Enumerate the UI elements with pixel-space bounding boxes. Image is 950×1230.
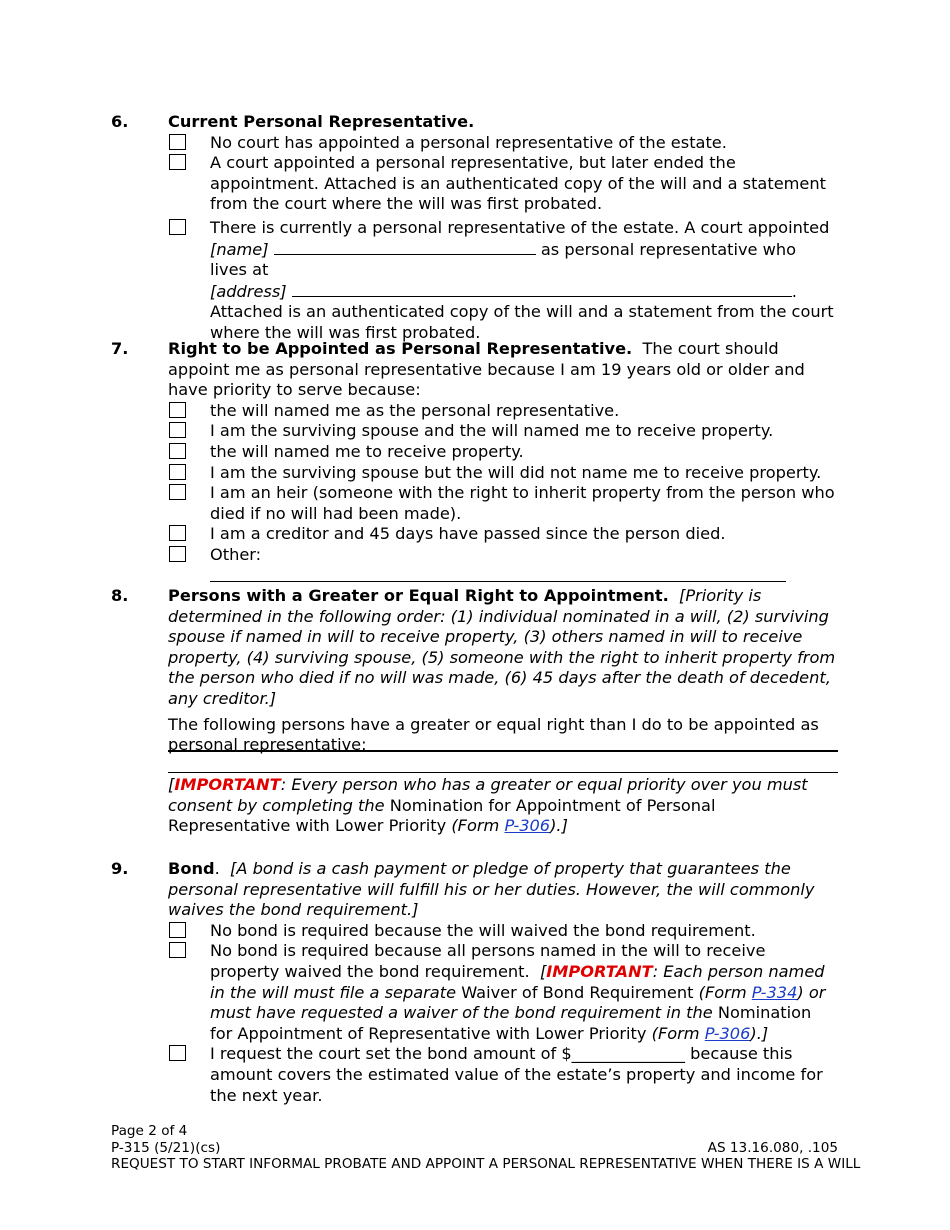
- section-body: [168, 112, 838, 344]
- statute-reference: AS 13.16.080, .105: [707, 1139, 838, 1156]
- form-p334-link[interactable]: P-334: [751, 982, 798, 1002]
- checkbox[interactable]: [169, 219, 186, 235]
- section-intro: Right to be Appointed as Personal Representative. The court should appoint me as personal representative because I am 19 years old or older and have priority to serve because:: [168, 339, 805, 400]
- option-current-representative: There is currently a personal representative of the estate. A court appointed [name] as personal representative who lives at [address] . Attached is an authenticated copy of the will and a statement from the court where the will was first probated.: [168, 218, 838, 344]
- section-title: Current Personal Representative.: [168, 112, 475, 131]
- section-body: [168, 339, 838, 587]
- page-footer: [111, 1123, 861, 1173]
- checkbox[interactable]: [169, 422, 186, 438]
- checkbox[interactable]: [169, 942, 186, 958]
- option-spouse-named: I am the surviving spouse and the will named me to receive property.: [168, 421, 838, 442]
- name-field[interactable]: [274, 239, 536, 255]
- section-body: [168, 859, 838, 1106]
- other-field[interactable]: [210, 566, 786, 582]
- checkbox[interactable]: [169, 464, 186, 480]
- option-creditor: I am a creditor and 45 days have passed since the person died.: [168, 524, 838, 545]
- form-id: P-315 (5/21)(cs): [111, 1139, 221, 1156]
- option-named-pr: the will named me as the personal representative.: [168, 401, 838, 422]
- important-note: [IMPORTANT: Every person who has a greater or equal priority over you must consent by completing the Nomination for Appointment of Personal Representative with Lower Priority (Form P-306).]: [168, 775, 808, 836]
- option-other: Other:: [168, 545, 838, 587]
- section-intro: Bond. [A bond is a cash payment or pledge of property that guarantees the personal representative will fulfill his or her duties. However, the will commonly waives the bond requirement.]: [168, 859, 815, 920]
- option-appointment-ended: A court appointed a personal representative, but later ended the appointment. Attached is an authenticated copy of the will and a statement from the court where the will was first probated.: [168, 153, 838, 215]
- form-p306-link[interactable]: P-306: [704, 1023, 751, 1043]
- form-p306-link[interactable]: P-306: [504, 816, 551, 836]
- option-request-bond-amount: I request the court set the bond amount of $______________ because this amount covers the estimated value of the estate’s property and income for the next year.: [168, 1044, 838, 1106]
- checkbox[interactable]: [169, 484, 186, 500]
- following-persons-text: The following persons have a greater or equal right than I do to be appointed as personal representative:: [168, 714, 819, 755]
- section-number: 8.: [111, 586, 129, 605]
- page-number: Page 2 of 4: [111, 1123, 188, 1139]
- checkbox[interactable]: [169, 443, 186, 459]
- persons-entry-line-1[interactable]: [168, 750, 838, 752]
- option-spouse-not-named: I am the surviving spouse but the will did not name me to receive property.: [168, 463, 838, 484]
- option-will-waived-bond: No bond is required because the will waived the bond requirement.: [168, 921, 838, 942]
- checkbox[interactable]: [169, 154, 186, 170]
- option-heir: I am an heir (someone with the right to inherit property from the person who died if no will had been made).: [168, 483, 838, 524]
- checkbox[interactable]: [169, 546, 186, 562]
- checkbox[interactable]: [169, 134, 186, 150]
- section-intro: Persons with a Greater or Equal Right to Appointment. [Priority is determined in the following order: (1) individual nominated in a will, (2) surviving spouse if named in will to receive property, (3) others named in will to receive property, (4) surviving spouse, (5) someone with the right to inherit property from the person who died if no will was made, (6) 45 days after the death of decedent, any creditor.]: [168, 586, 836, 708]
- option-no-court-appointed: No court has appointed a personal representative of the estate.: [168, 133, 838, 154]
- section-number: 9.: [111, 859, 129, 878]
- address-field[interactable]: [292, 281, 792, 297]
- option-all-waived-bond: No bond is required because all persons named in the will to receive property waived the bond requirement. [IMPORTANT: Each person named in the will must file a separate Waiver of Bond Requirement (Form P-334) or must have requested a waiver of the bond requirement in the Nomination for Appointment of Representative with Lower Priority (Form P-306).]: [168, 941, 838, 1044]
- section-number: 7.: [111, 339, 129, 358]
- footer-row: [111, 1140, 838, 1157]
- persons-entry-line-2[interactable]: [168, 772, 838, 773]
- option-named-receive: the will named me to receive property.: [168, 442, 838, 463]
- section-number: 6.: [111, 112, 129, 131]
- section-body: [168, 586, 838, 756]
- form-title: REQUEST TO START INFORMAL PROBATE AND APPOINT A PERSONAL REPRESENTATIVE WHEN THERE IS A WILL: [111, 1156, 861, 1172]
- checkbox[interactable]: [169, 525, 186, 541]
- checkbox[interactable]: [169, 922, 186, 938]
- checkbox[interactable]: [169, 402, 186, 418]
- checkbox[interactable]: [169, 1045, 186, 1061]
